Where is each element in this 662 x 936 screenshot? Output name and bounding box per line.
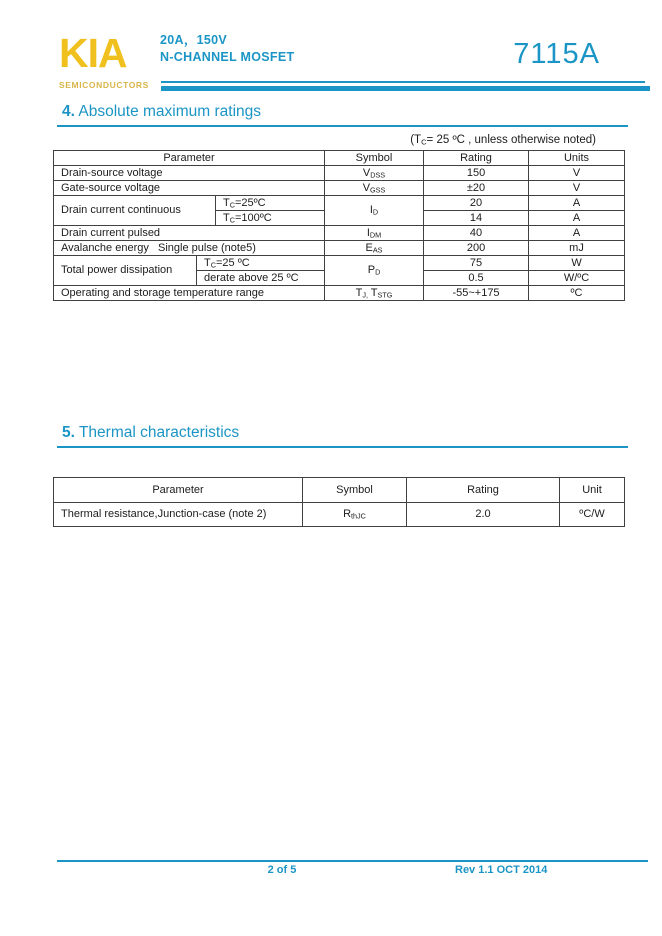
symbol-cell: IDM bbox=[325, 226, 424, 241]
row-gate-source-voltage bbox=[54, 181, 625, 196]
header-parameter: Parameter bbox=[54, 478, 303, 503]
rating-cell: 2.0 bbox=[407, 503, 560, 527]
kia-logo-subtitle: SEMICONDUCTORS bbox=[59, 80, 149, 90]
header-symbol: Symbol bbox=[325, 151, 424, 166]
param-cell: Drain current continuous bbox=[54, 196, 216, 226]
unit-cell: mJ bbox=[529, 241, 625, 256]
kia-logo: KIA bbox=[59, 30, 127, 76]
page-indicator: 2 of 5 bbox=[267, 864, 297, 876]
row-thermal-resistance-junction-case bbox=[54, 503, 625, 527]
section-4-label: Absolute maximum ratings bbox=[78, 103, 262, 120]
footer-rule bbox=[57, 860, 648, 862]
test-condition-note: (TC= 25 ºC , unless otherwise noted) bbox=[410, 134, 596, 147]
section-4-title bbox=[62, 103, 261, 122]
unit-cell: ºC bbox=[529, 286, 625, 301]
header-rating: Rating bbox=[407, 478, 560, 503]
header-unit: Unit bbox=[560, 478, 625, 503]
header-rule-thick bbox=[161, 86, 650, 91]
condition-cell: TC=25ºC bbox=[216, 196, 325, 211]
unit-cell: ºC/W bbox=[560, 503, 625, 527]
param-cell: Operating and storage temperature range bbox=[54, 286, 325, 301]
rating-cell: 150 bbox=[424, 166, 529, 181]
symbol-cell: PD bbox=[325, 256, 424, 286]
header-symbol: Symbol bbox=[303, 478, 407, 503]
unit-cell: W bbox=[529, 256, 625, 271]
param-cell: Drain-source voltage bbox=[54, 166, 325, 181]
row-drain-current-pulsed bbox=[54, 226, 625, 241]
rating-cell: 200 bbox=[424, 241, 529, 256]
header-rule-thin bbox=[161, 81, 645, 83]
symbol-cell: RthJC bbox=[303, 503, 407, 527]
table-header-row bbox=[54, 478, 625, 503]
rating-cell: 40 bbox=[424, 226, 529, 241]
symbol-cell: VGSS bbox=[325, 181, 424, 196]
rating-cell: -55~+175 bbox=[424, 286, 529, 301]
symbol-cell: ID bbox=[325, 196, 424, 226]
section-5-number: 5. bbox=[62, 424, 75, 441]
rating-cell: ±20 bbox=[424, 181, 529, 196]
rating-cell: 75 bbox=[424, 256, 529, 271]
unit-cell: V bbox=[529, 181, 625, 196]
section-5-underline bbox=[57, 446, 628, 448]
unit-cell: A bbox=[529, 196, 625, 211]
device-rating-line: 20A，150V bbox=[160, 33, 228, 47]
row-drain-source-voltage bbox=[54, 166, 625, 181]
rating-cell: 20 bbox=[424, 196, 529, 211]
rating-cell: 0.5 bbox=[424, 271, 529, 286]
device-spec bbox=[160, 32, 294, 66]
condition-cell: TC=25 ºC bbox=[197, 256, 325, 271]
device-type-line: N-CHANNEL MOSFET bbox=[160, 50, 295, 64]
param-cell: Drain current pulsed bbox=[54, 226, 325, 241]
condition-cell: TC=100ºC bbox=[216, 211, 325, 226]
unit-cell: A bbox=[529, 211, 625, 226]
section-5-title bbox=[62, 424, 239, 443]
part-number: 7115A bbox=[513, 38, 600, 70]
param-cell: Thermal resistance,Junction-case (note 2) bbox=[54, 503, 303, 527]
section-4-underline bbox=[57, 125, 628, 127]
revision-label: Rev 1.1 OCT 2014 bbox=[455, 864, 548, 876]
symbol-cell: EAS bbox=[325, 241, 424, 256]
thermal-characteristics-table bbox=[53, 477, 625, 527]
unit-cell: A bbox=[529, 226, 625, 241]
param-cell: Avalanche energy Single pulse (note5) bbox=[54, 241, 325, 256]
header-parameter: Parameter bbox=[54, 151, 325, 166]
row-total-power-dissipation-25c bbox=[54, 256, 625, 271]
header-units: Units bbox=[529, 151, 625, 166]
row-operating-storage-temperature bbox=[54, 286, 625, 301]
param-cell: Total power dissipation bbox=[54, 256, 197, 286]
condition-cell: derate above 25 ºC bbox=[197, 271, 325, 286]
unit-cell: W/ºC bbox=[529, 271, 625, 286]
symbol-cell: VDSS bbox=[325, 166, 424, 181]
section-5-label: Thermal characteristics bbox=[78, 424, 240, 441]
param-cell: Gate-source voltage bbox=[54, 181, 325, 196]
absolute-maximum-ratings-table bbox=[53, 150, 625, 301]
row-avalanche-energy bbox=[54, 241, 625, 256]
section-4-number: 4. bbox=[62, 103, 75, 120]
table-header-row bbox=[54, 151, 625, 166]
row-drain-current-continuous-25c bbox=[54, 196, 625, 211]
header-rating: Rating bbox=[424, 151, 529, 166]
unit-cell: V bbox=[529, 166, 625, 181]
rating-cell: 14 bbox=[424, 211, 529, 226]
symbol-cell: TJ, TSTG bbox=[325, 286, 424, 301]
